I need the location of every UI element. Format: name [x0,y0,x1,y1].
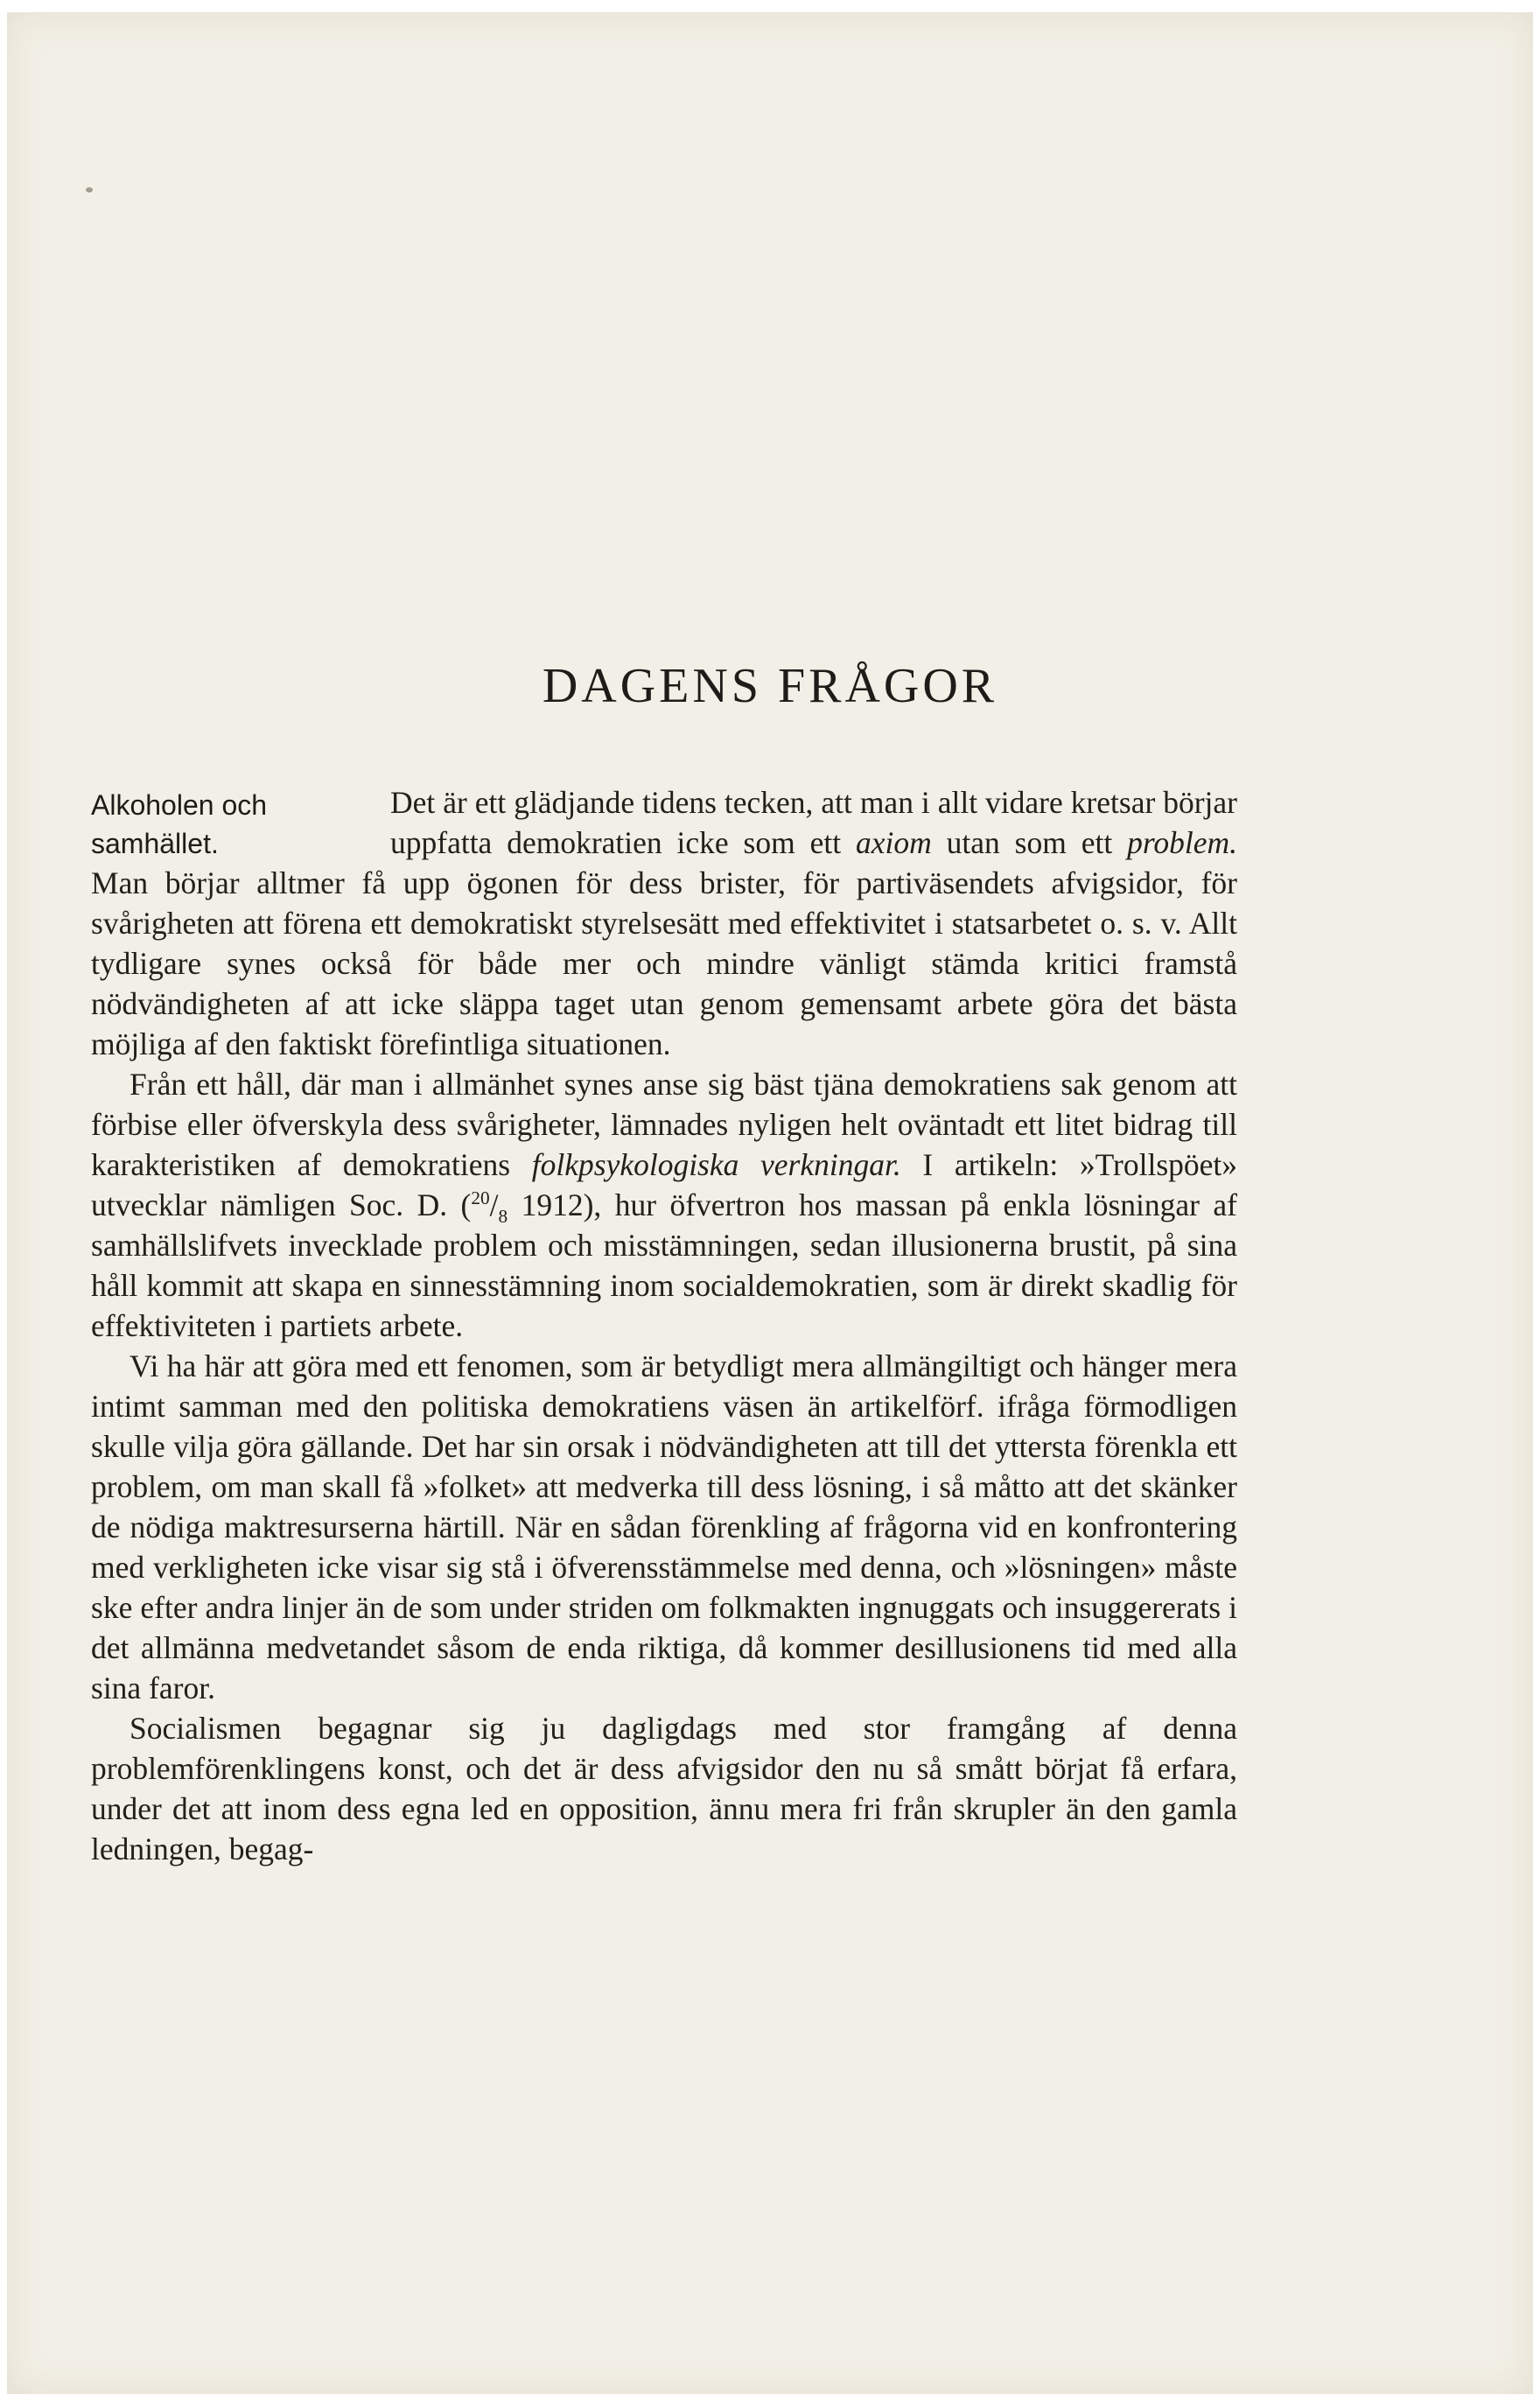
body-text [91,782,1237,1869]
paragraph-1-text-b: utan som ett [931,825,1128,860]
margin-note-line-2: samhället. [91,828,219,859]
paragraph-4: Socialismen begagnar sig ju dagligdags med stor framgång af denna problemförenklingens konst, och det är dess afvigsidor den nu så smått börjat få erfara, under det att inom dess egna led en opposition, ännu mera fri från skrupler än den gamla ledningen, begag- [91,1711,1237,1866]
page [7,12,1533,2394]
paragraph-2-text-c: 1912), hur öfvertron hos massan på enkla lösningar af samhällslifvets invecklade problem och misstämningen, sedan illusionerna brustit, på sina håll kommit att skapa en sinnesstämning inom socialdemokratien, som är direkt skadlig för effektiviteten i partiets arbete. [91,1187,1237,1343]
paragraph-1-emphasis-problem: problem. [1127,825,1238,860]
paragraph-2 [91,1064,1237,1346]
paragraph-2-emphasis: folkpsykologiska verkningar. [531,1147,901,1182]
date-denominator: 8 [498,1206,508,1228]
ink-speck [86,187,93,193]
date-numerator: 20 [471,1187,490,1209]
date-slash: / [489,1187,499,1222]
paragraph-2-text-a: Från ett håll, där man i allmänhet synes anse sig bäst tjäna demokratiens sak genom att förbise eller öfverskyla dess svårigheter, lämnades nyligen helt oväntadt ett litet bidrag till karakteristiken af demokratiens [91,1067,1237,1182]
section-heading: DAGENS FRÅGOR [542,659,998,713]
margin-note-line-1: Alkoholen och [91,789,268,821]
paragraph-2-text-b: I artikeln: »Trollspöet» utvecklar nämligen Soc. D. ( [91,1147,1238,1222]
paragraph-3: Vi ha här att göra med ett fenomen, som är betydligt mera allmängiltigt och hänger mera intimt samman med den politiska demokratiens väsen än artikelförf. ifråga förmodligen skulle vilja göra gällande. Det har sin orsak i nödvändigheten att till det yttersta förenkla ett problem, om man skall få »folket» att medverka till dess lösning, i så måtto att det skänker de nödiga maktresurserna härtill. När en sådan förenkling af frågorna vid en konfrontering med verkligheten icke visar sig stå i öfverensstämmelse med denna, och »lösningen» måste ske efter andra linjer än de som under striden om folkmakten ingnuggats och insuggererats i det allmänna medvetandet såsom de enda riktiga, då kommer desillusionens tid med alla sina faror. [91,1348,1237,1705]
paragraph-1-emphasis-axiom: axiom [856,825,932,860]
paragraph-1-text-c: Man börjar alltmer få upp ögonen för dess brister, för partiväsendets afvigsidor, för svårigheten att förena ett demokratiskt styrelsesätt med effektivitet i statsarbetet o. s. v. Allt tydligare synes också för både mer och mindre vänligt stämda kritici framstå nödvändigheten af att icke släppa taget utan genom gemensamt arbete göra det bästa möjliga af den faktiskt förefintliga situationen. [91,865,1237,1061]
margin-note [91,786,369,863]
paragraph-1-text-a: Det är ett glädjande tidens tecken, att man i allt vidare kretsar börjar uppfatta demokratien icke som ett [390,785,1237,860]
